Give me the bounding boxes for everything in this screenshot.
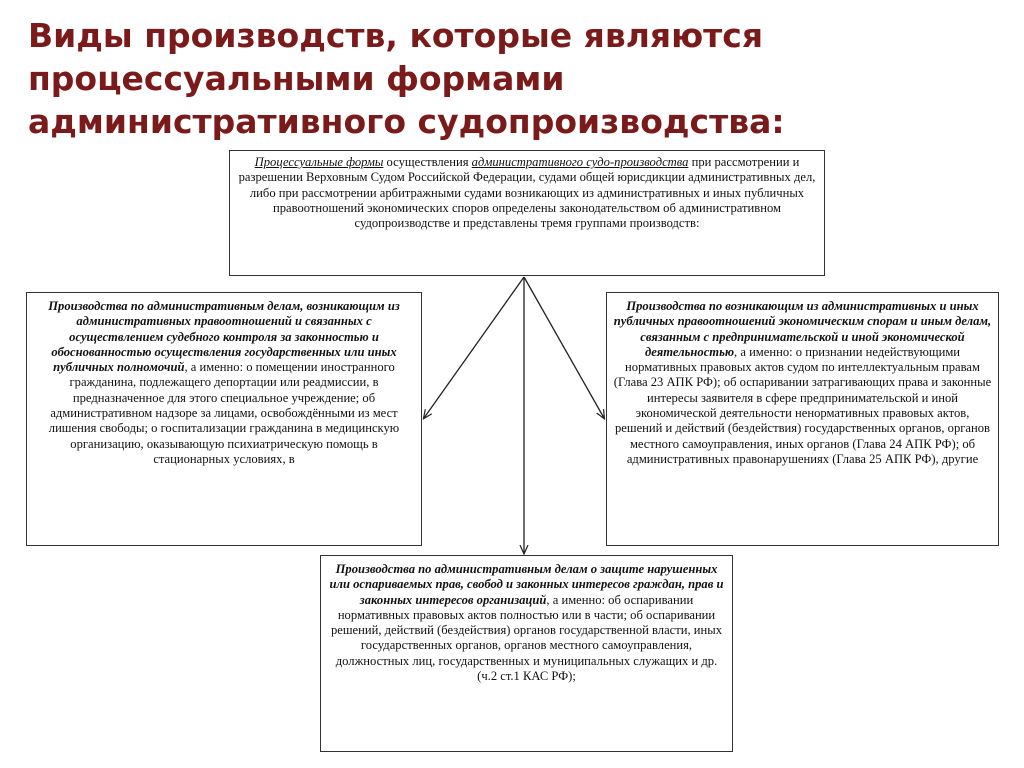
arrow-to-right-box	[524, 277, 604, 418]
bottom-box-reference: (ч.2 ст.1 КАС РФ);	[477, 669, 576, 684]
title-line-2: процессуальными формами	[28, 59, 565, 98]
title-line-3: административного судопроизводства:	[28, 102, 785, 141]
title-line-1: Виды производств, которые являются	[28, 16, 764, 55]
top-box-text-2: при рассмотрении и разрешении Верховным Судом Российской Федерации, судами общей юрисдикции административных дел, либо при рассмотрении арбитражными судами возникающих из административных и иных публичных правоотношений экономических споров определены законодательством об административном судопроизводстве и представлены тремя группами производств:	[238, 155, 816, 231]
administrative-cases-box	[26, 292, 422, 546]
bottom-box-body: , а именно: об оспаривании нормативных правовых актов полностью или в части; об оспаривании решений, действий (бездействия) органов государственной власти, иных государственных органов, органов местного самоуправления, должностных лиц, государственных и муниципальных служащих и др.	[330, 592, 723, 668]
bottom-box-heading: Производства по административным делам о защите нарушенных или оспариваемых прав, свобод и законных интересов граждан, прав и законных интересов организаций	[329, 562, 724, 607]
left-box-heading: Производства по административным делам, возникающим из административных правоотношений и связанных с осуществлением судебного контроля за законностью и обоснованностью осуществления государственных или иных публичных полномочий	[48, 299, 400, 375]
right-box-heading: Производства по возникающим из административных и иных публичных правоотношений экономическим спорам и иным делам, связанным с предпринимательской и иной экономической деятельностью	[613, 299, 992, 359]
top-box-text-1: осуществления	[383, 155, 472, 169]
rights-protection-box	[320, 555, 733, 752]
left-box-body: , а именно: о помещении иностранного гражданина, подлежащего депортации или реадмиссии, в предназначенное для этого специальное учреждение; об административном надзоре за лицами, освобождёнными из мест лишения свободы; о госпитализации гражданина в медицинскую организацию, оказывающую психиатрическую помощь в стационарных условиях, в	[48, 360, 400, 466]
slide-title	[28, 14, 1008, 143]
top-box-term-2: административного судо-производства	[471, 155, 689, 169]
top-box-term-1: Процессуальные формы	[254, 155, 384, 169]
right-box-body: , а именно: о признании недействующими нормативных правовых актов судом по интеллектуальным правам (Глава 23 АПК РФ); об оспаривании затрагивающих права и законные интересы заявителя в сфере предпринимательской и иной экономической деятельности ненормативных правовых актов, решений и действий (бездействия) государственных органов, органов местного самоуправления, иных органов (Глава 24 АПК РФ); об административных правонарушениях (Глава 25 АПК РФ), другие	[613, 344, 992, 466]
procedural-forms-box	[229, 150, 825, 276]
economic-disputes-box	[606, 292, 999, 546]
arrow-to-left-box	[424, 277, 524, 418]
